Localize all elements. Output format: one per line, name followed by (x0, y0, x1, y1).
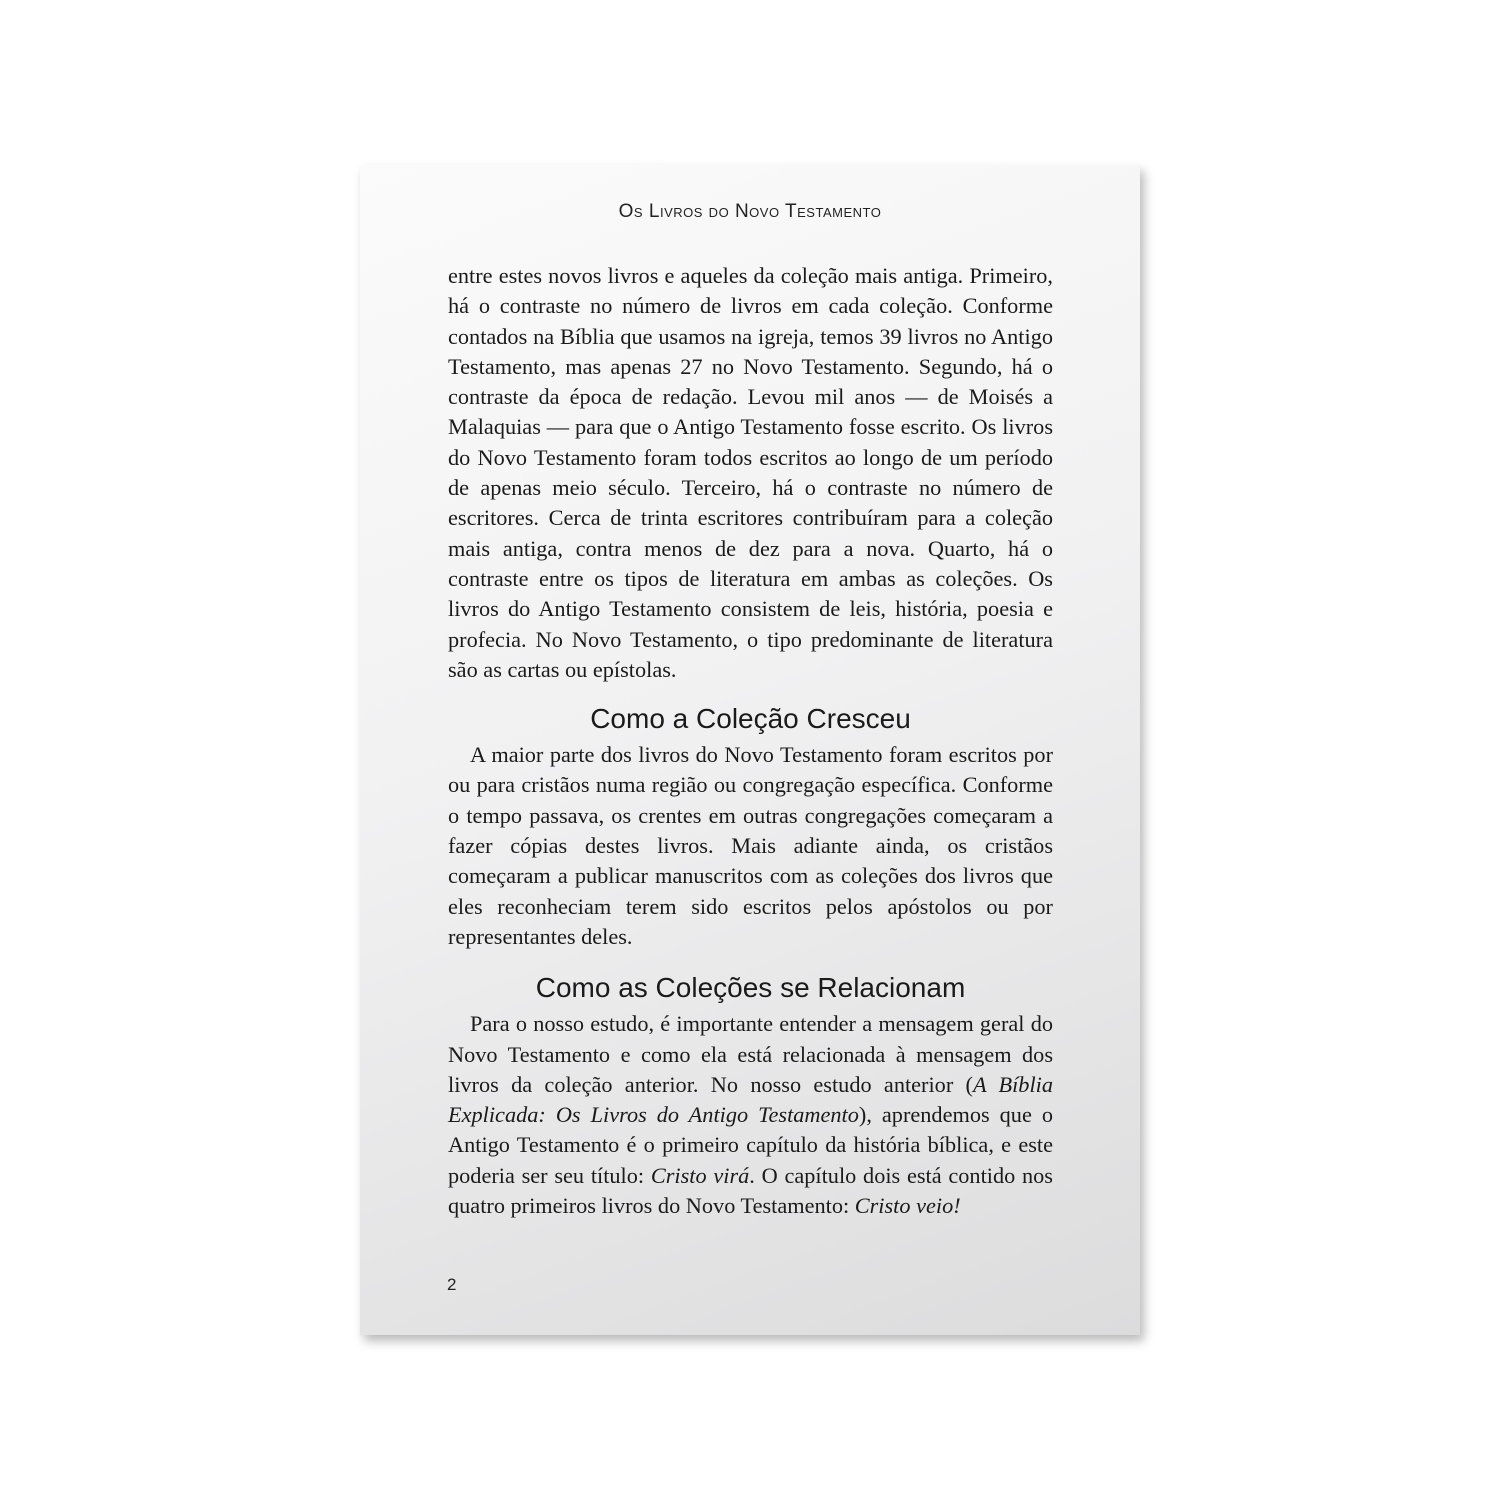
paragraph-3-part-2: ), aprendemos que o Antigo Testamento é o primeiro capítulo da história bíblica, e este poderia ser seu título: (448, 1102, 1053, 1188)
body-text (448, 261, 1053, 1221)
section-heading-collections-relate: Como as Coleções se Relacionam (535, 972, 966, 1004)
paragraph-3 (448, 1009, 1053, 1221)
page-number: 2 (447, 1275, 457, 1294)
paragraph-3-part-3: . O capítulo dois está contido nos quatro primeiros livros do Novo Testamento: (448, 1162, 1053, 1219)
chapter-title-christ-will-come: Cristo virá (650, 1162, 750, 1188)
running-head: Os Livros do Novo Testamento (618, 201, 882, 222)
paragraph-1: entre estes novos livros e aqueles da coleção mais antiga. Primeiro, há o contraste no número de livros em cada coleção. Conforme contados na Bíblia que usamos na igreja, temos 39 livros no Antigo Testamento, mas apenas 27 no Novo Testamento. Segundo, há o contraste da época de redação. Levou mil anos — de Moisés a Malaquias — para que o Antigo Testamento fosse escrito. Os livros do Novo Testamento foram todos escritos ao longo de um período de apenas meio século. Terceiro, há o contraste no número de escritores. Cerca de trinta escritores contribuíram para a coleção mais antiga, contra menos de dez para a nova. Quarto, há o contraste entre os tipos de literatura em ambas as coleções. Os livros do Antigo Testamento consistem de leis, história, poesia e profecia. No Novo Testamento, o tipo predominante de literatura são as cartas ou epístolas. (448, 263, 1053, 682)
cited-book-title: A Bíblia Explicada: Os Livros do Antigo Testamento (448, 1071, 1053, 1128)
paragraph-2: A maior parte dos livros do Novo Testamento foram escritos por ou para cristãos numa região ou congregação específica. Conforme o tempo passava, os crentes em outras congregações começaram a fazer cópias destes livros. Mais adiante ainda, os cristãos começaram a publicar manuscritos com as coleções dos livros que eles reconheciam terem sido escritos pelos apóstolos ou por representantes deles. (448, 742, 1053, 949)
paragraph-3-part-1: Para o nosso estudo, é importante entender a mensagem geral do Novo Testamento e como ela está relacionada à mensagem dos livros da coleção anterior. No nosso estudo anterior ( (448, 1011, 1053, 1097)
book-page (360, 165, 1140, 1335)
section-heading-collection-grew: Como a Coleção Cresceu (590, 703, 911, 735)
chapter-title-christ-came: Cristo veio! (854, 1193, 961, 1219)
